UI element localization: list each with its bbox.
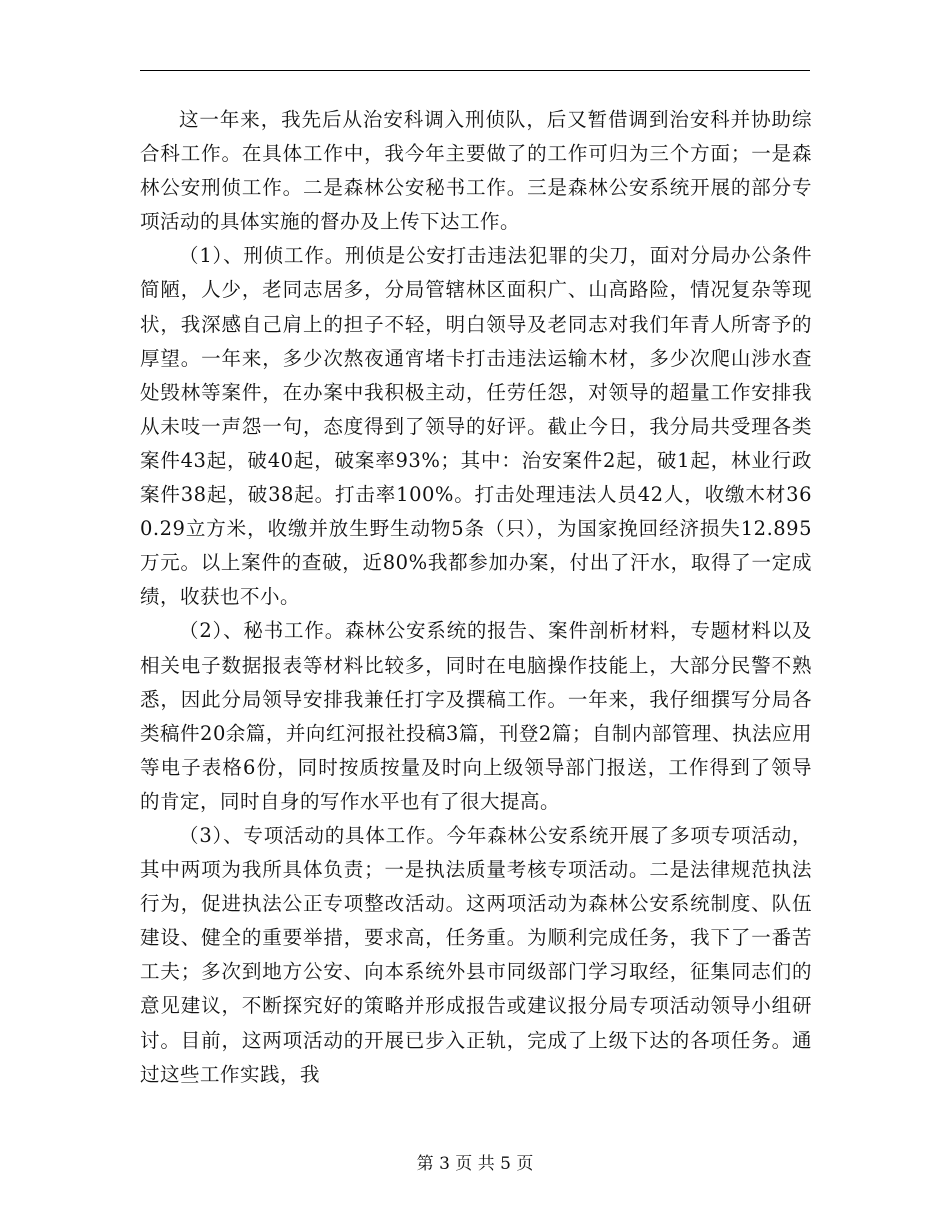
page-number-footer: 第 3 页 共 5 页 <box>416 1154 534 1174</box>
document-body <box>140 103 812 1092</box>
paragraph-secretary-work: （2）、秘书工作。森林公安系统的报告、案件剖析材料，专题材料以及相关电子数据报表等材料比较多，同时在电脑操作技能上，大部分民警不熟悉，因此分局领导安排我兼任打字及撰稿工作。一年来，我仔细撰写分局各类稿件20余篇，并向红河报社投稿3篇，刊登2篇；自制内部管理、执法应用等电子表格6份，同时按质按量及时向上级领导部门报送，工作得到了领导的肯定，同时自身的写作水平也有了很大提高。 <box>140 619 812 813</box>
paragraph-special-activities: （3）、专项活动的具体工作。今年森林公安系统开展了多项专项活动，其中两项为我所具体负责；一是执法质量考核专项活动。二是法律规范执法行为，促进执法公正专项整改活动。这两项活动为森林公安系统制度、队伍建设、健全的重要举措，要求高，任务重。为顺利完成任务，我下了一番苦工夫；多次到地方公安、向本系统外县市同级部门学习取经，征集同志们的意见建议，不断探究好的策略并形成报告或建议报分局专项活动领导小组研讨。目前，这两项活动的开展已步入正轨，完成了上级下达的各项任务。通过这些工作实践，我 <box>140 823 812 1086</box>
header-rule <box>140 70 810 71</box>
paragraph-criminal-investigation: （1）、刑侦工作。刑侦是公安打击违法犯罪的尖刀，面对分局办公条件简陋，人少，老同志居多，分局管辖林区面积广、山高路险，情况复杂等现状，我深感自己肩上的担子不轻，明白领导及老同志对我们年青人所寄予的厚望。一年来，多少次熬夜通宵堵卡打击违法运输木材，多少次爬山涉水查处毁林等案件，在办案中我积极主动，任劳任怨，对领导的超量工作安排我从未吱一声怨一句，态度得到了领导的好评。截止今日，我分局共受理各类案件43起，破40起，破案率93%；其中：治安案件2起，破1起，林业行政案件38起，破38起。打击率100%。打击处理违法人员42人，收缴木材360.29立方米，收缴并放生野生动物5条（只），为国家挽回经济损失12.895万元。以上案件的查破，近80%我都参加办案，付出了汗水，取得了一定成绩，收获也不小。 <box>140 244 812 609</box>
paragraph-intro: 这一年来，我先后从治安科调入刑侦队，后又暂借调到治安科并协助综合科工作。在具体工作中，我今年主要做了的工作可归为三个方面；一是森林公安刑侦工作。二是森林公安秘书工作。三是森林公安系统开展的部分专项活动的具体实施的督办及上传下达工作。 <box>140 108 812 234</box>
